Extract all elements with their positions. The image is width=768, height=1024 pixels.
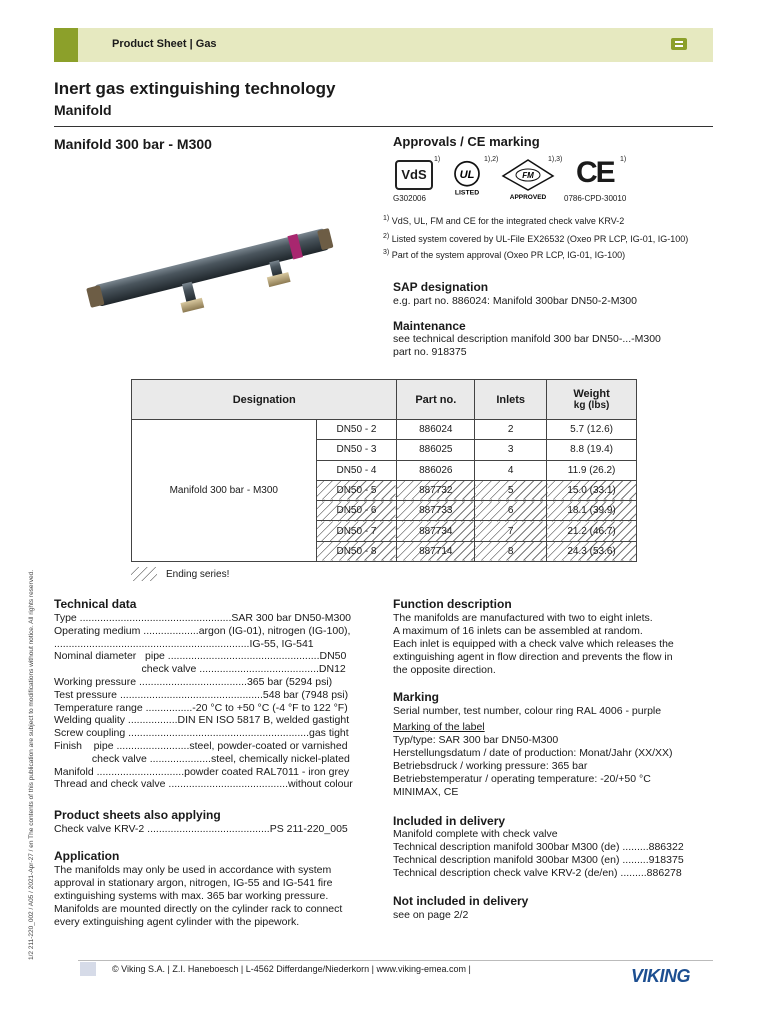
header-accent (54, 28, 78, 62)
application-line: approval in stationary argon, nitrogen, IG-55 and IG-541 fire (54, 877, 333, 889)
included-line: Technical description check valve KRV-2 (de/en) .........886278 (393, 867, 682, 879)
fm-approved-text: APPROVED (509, 194, 547, 200)
cell-part: 887714 (397, 541, 475, 561)
fm-footnote-mark: 1),3) (548, 156, 563, 163)
ending-series-note: Ending series! (166, 569, 230, 580)
ul-listed-text: LISTED (454, 189, 480, 196)
cell-inlets: 8 (475, 541, 547, 561)
included-line: Manifold complete with check valve (393, 828, 558, 840)
marking-title: Marking (393, 690, 440, 704)
vds-logo: VdS (395, 160, 433, 190)
title-divider (54, 126, 713, 127)
cell-weight: 8.8 (19.4) (547, 440, 637, 460)
col-part-no: Part no. (397, 380, 475, 420)
marking-line: Betriebsdruck / working pressure: 365 bar (393, 760, 588, 772)
footnote-mark: 1) (383, 215, 390, 222)
sap-text: e.g. part no. 886024: Manifold 300bar DN50-2-M300 (393, 295, 637, 307)
cell-weight: 15.0 (33.1) (547, 480, 637, 500)
marking-label-text (393, 734, 713, 799)
cell-part: 887732 (397, 480, 475, 500)
technical-data-line: Thread and check valve .........................................without colour (54, 778, 353, 791)
cell-weight: 18.1 (39.9) (547, 501, 637, 521)
cell-size: DN50 - 6 (316, 501, 397, 521)
not-included-title: Not included in delivery (393, 894, 529, 908)
viking-logo: VIKING (631, 966, 691, 986)
technical-data-line: check valve .........................................DN12 (54, 663, 346, 676)
footnote-mark: 2) (383, 233, 390, 240)
weight-unit: kg (lbs) (573, 400, 610, 411)
cell-part: 886024 (397, 420, 475, 440)
footnote-2 (383, 233, 688, 244)
cell-weight: 5.7 (12.6) (547, 420, 637, 440)
cell-inlets: 6 (475, 501, 547, 521)
footer-box (80, 962, 96, 976)
included-line: Technical description manifold 300bar M300 (de) .........886322 (393, 841, 684, 853)
also-applying-title: Product sheets also applying (54, 808, 221, 822)
cell-inlets: 5 (475, 480, 547, 500)
application-line: every extinguishing agent cylinder with the pipework. (54, 916, 300, 928)
maintenance-title: Maintenance (393, 319, 466, 333)
gas-icon (671, 38, 687, 50)
technical-data-line: Screw coupling ..............................................................gas tight (54, 727, 349, 740)
page-subtitle: Manifold (54, 102, 112, 118)
manifold-table (131, 379, 637, 562)
technical-data-line: Operating medium ...................argon (IG-01), nitrogen (IG-100), (54, 624, 351, 637)
ce-caption: 0786-CPD-30010 (564, 194, 627, 203)
cell-size: DN50 - 5 (316, 480, 397, 500)
ending-series-swatch (131, 567, 157, 581)
function-line: The manifolds are manufactured with two to eight inlets. (393, 612, 653, 624)
included-title: Included in delivery (393, 814, 506, 828)
vds-caption: G302006 (393, 194, 426, 203)
col-designation: Designation (132, 380, 397, 420)
designation-cell: Manifold 300 bar - M300 (132, 420, 317, 562)
marking-label-heading: Marking of the label (393, 721, 485, 733)
marking-line: MINIMAX, CE (393, 786, 459, 798)
included-list (393, 828, 713, 880)
technical-data-line: Nominal diameter pipe ....................................................DN50 (54, 650, 347, 663)
cell-size: DN50 - 7 (316, 521, 397, 541)
footer-divider (78, 960, 713, 961)
function-line: extinguishing agent in flow direction and prevents the flow in (393, 651, 673, 663)
table-header-row (132, 380, 637, 420)
maintenance-line-1: see technical description manifold 300 bar DN50-...-M300 (393, 333, 661, 345)
cell-size: DN50 - 3 (316, 440, 397, 460)
marking-line: Betriebstemperatur / operating temperature: -20/+50 °C (393, 773, 651, 785)
technical-data-line: Manifold ..............................powder coated RAL7011 - iron grey (54, 765, 350, 778)
cell-size: DN50 - 2 (316, 420, 397, 440)
application-line: The manifolds may only be used in accordance with system (54, 864, 332, 876)
included-line: Technical description manifold 300bar M300 (en) .........918375 (393, 854, 684, 866)
cell-inlets: 3 (475, 440, 547, 460)
technical-data-line: Temperature range ................-20 °C to +50 °C (-4 °F to 122 °F) (54, 701, 348, 714)
cell-size: DN50 - 8 (316, 541, 397, 561)
product-title: Manifold 300 bar - M300 (54, 136, 212, 152)
footnote-mark: 3) (383, 249, 390, 256)
page-title: Inert gas extinguishing technology (54, 79, 336, 98)
technical-data-line: Working pressure .....................................365 bar (5294 psi) (54, 675, 333, 688)
function-title: Function description (393, 597, 512, 611)
fm-text: FM (522, 171, 534, 180)
weight-label: Weight (573, 388, 610, 400)
cell-weight: 24.3 (53.6) (547, 541, 637, 561)
cell-part: 886026 (397, 460, 475, 480)
application-line: extinguishing systems with max. 365 bar working pressure. (54, 890, 329, 902)
application-text (54, 864, 376, 929)
marking-line-1: Serial number, test number, colour ring RAL 4006 - purple (393, 705, 662, 717)
document-reference: 1/2 211-220_002 / A05 / 2021-Apr-27 / en The contents of this publication are subject to modifications without notice. All rights reserved. (28, 570, 35, 960)
application-line: Manifolds are mounted directly on the cylinder rack to connect (54, 903, 343, 915)
approvals-title: Approvals / CE marking (393, 134, 540, 149)
technical-data-line: ...................................................................IG-55, IG-541 (54, 637, 314, 650)
technical-data-line: Finish pipe .........................steel, powder-coated or varnished (54, 739, 348, 752)
cell-inlets: 2 (475, 420, 547, 440)
cell-part: 886025 (397, 440, 475, 460)
ul-footnote-mark: 1),2) (484, 156, 499, 163)
fm-approved-logo (499, 158, 557, 200)
manifold-image (70, 200, 340, 330)
application-title: Application (54, 849, 120, 863)
cell-weight: 11.9 (26.2) (547, 460, 637, 480)
col-inlets: Inlets (475, 380, 547, 420)
footnote-text: VdS, UL, FM and CE for the integrated check valve KRV-2 (391, 216, 625, 226)
function-line: Each inlet is equipped with a check valve which releases the (393, 638, 674, 650)
marking-line: Herstellungsdatum / date of production: Monat/Jahr (XX/XX) (393, 747, 673, 759)
header-label: Product Sheet | Gas (112, 38, 217, 50)
function-line: the opposite direction. (393, 664, 496, 676)
not-included-text: see on page 2/2 (393, 909, 469, 921)
technical-data-line: Test pressure .................................................548 bar (7948 psi) (54, 688, 349, 701)
function-line: A maximum of 16 inlets can be assembled at random. (393, 625, 643, 637)
vds-footnote-mark: 1) (434, 156, 441, 163)
technical-data-line: Welding quality .................DIN EN ISO 5817 B, welded gastight (54, 714, 350, 727)
also-applying-line: Check valve KRV-2 ..........................................PS 211-220_005 (54, 823, 348, 835)
cell-part: 887733 (397, 501, 475, 521)
footer-address: © Viking S.A. | Z.I. Haneboesch | L-4562 Differdange/Niederkorn | www.viking-emea.com | (112, 964, 471, 974)
ul-listed-logo (449, 160, 485, 196)
cell-size: DN50 - 4 (316, 460, 397, 480)
cell-inlets: 7 (475, 521, 547, 541)
sap-title: SAP designation (393, 280, 489, 294)
ce-footnote-mark: 1) (620, 156, 627, 163)
ul-text: UL (459, 169, 475, 181)
function-text (393, 612, 713, 677)
cell-inlets: 4 (475, 460, 547, 480)
technical-title: Technical data (54, 597, 137, 611)
technical-data-line: Type ....................................................SAR 300 bar DN50-M300 (54, 612, 352, 624)
footnote-text: Part of the system approval (Oxeo PR LCP, IG-01, IG-100) (391, 250, 626, 260)
cell-weight: 21.2 (46.7) (547, 521, 637, 541)
ce-logo: CE (576, 156, 614, 189)
maintenance-line-2: part no. 918375 (393, 346, 467, 358)
col-weight (547, 380, 637, 420)
technical-data-line: check valve .....................steel, chemically nickel-plated (54, 752, 350, 765)
footnote-3 (383, 249, 625, 260)
cell-part: 887734 (397, 521, 475, 541)
footnote-1 (383, 215, 624, 226)
technical-data-list (54, 612, 376, 791)
marking-line: Typ/type: SAR 300 bar DN50-M300 (393, 734, 559, 746)
table-row (132, 420, 637, 440)
footnote-text: Listed system covered by UL-File EX26532 (Oxeo PR LCP, IG-01, IG-100) (391, 234, 689, 244)
